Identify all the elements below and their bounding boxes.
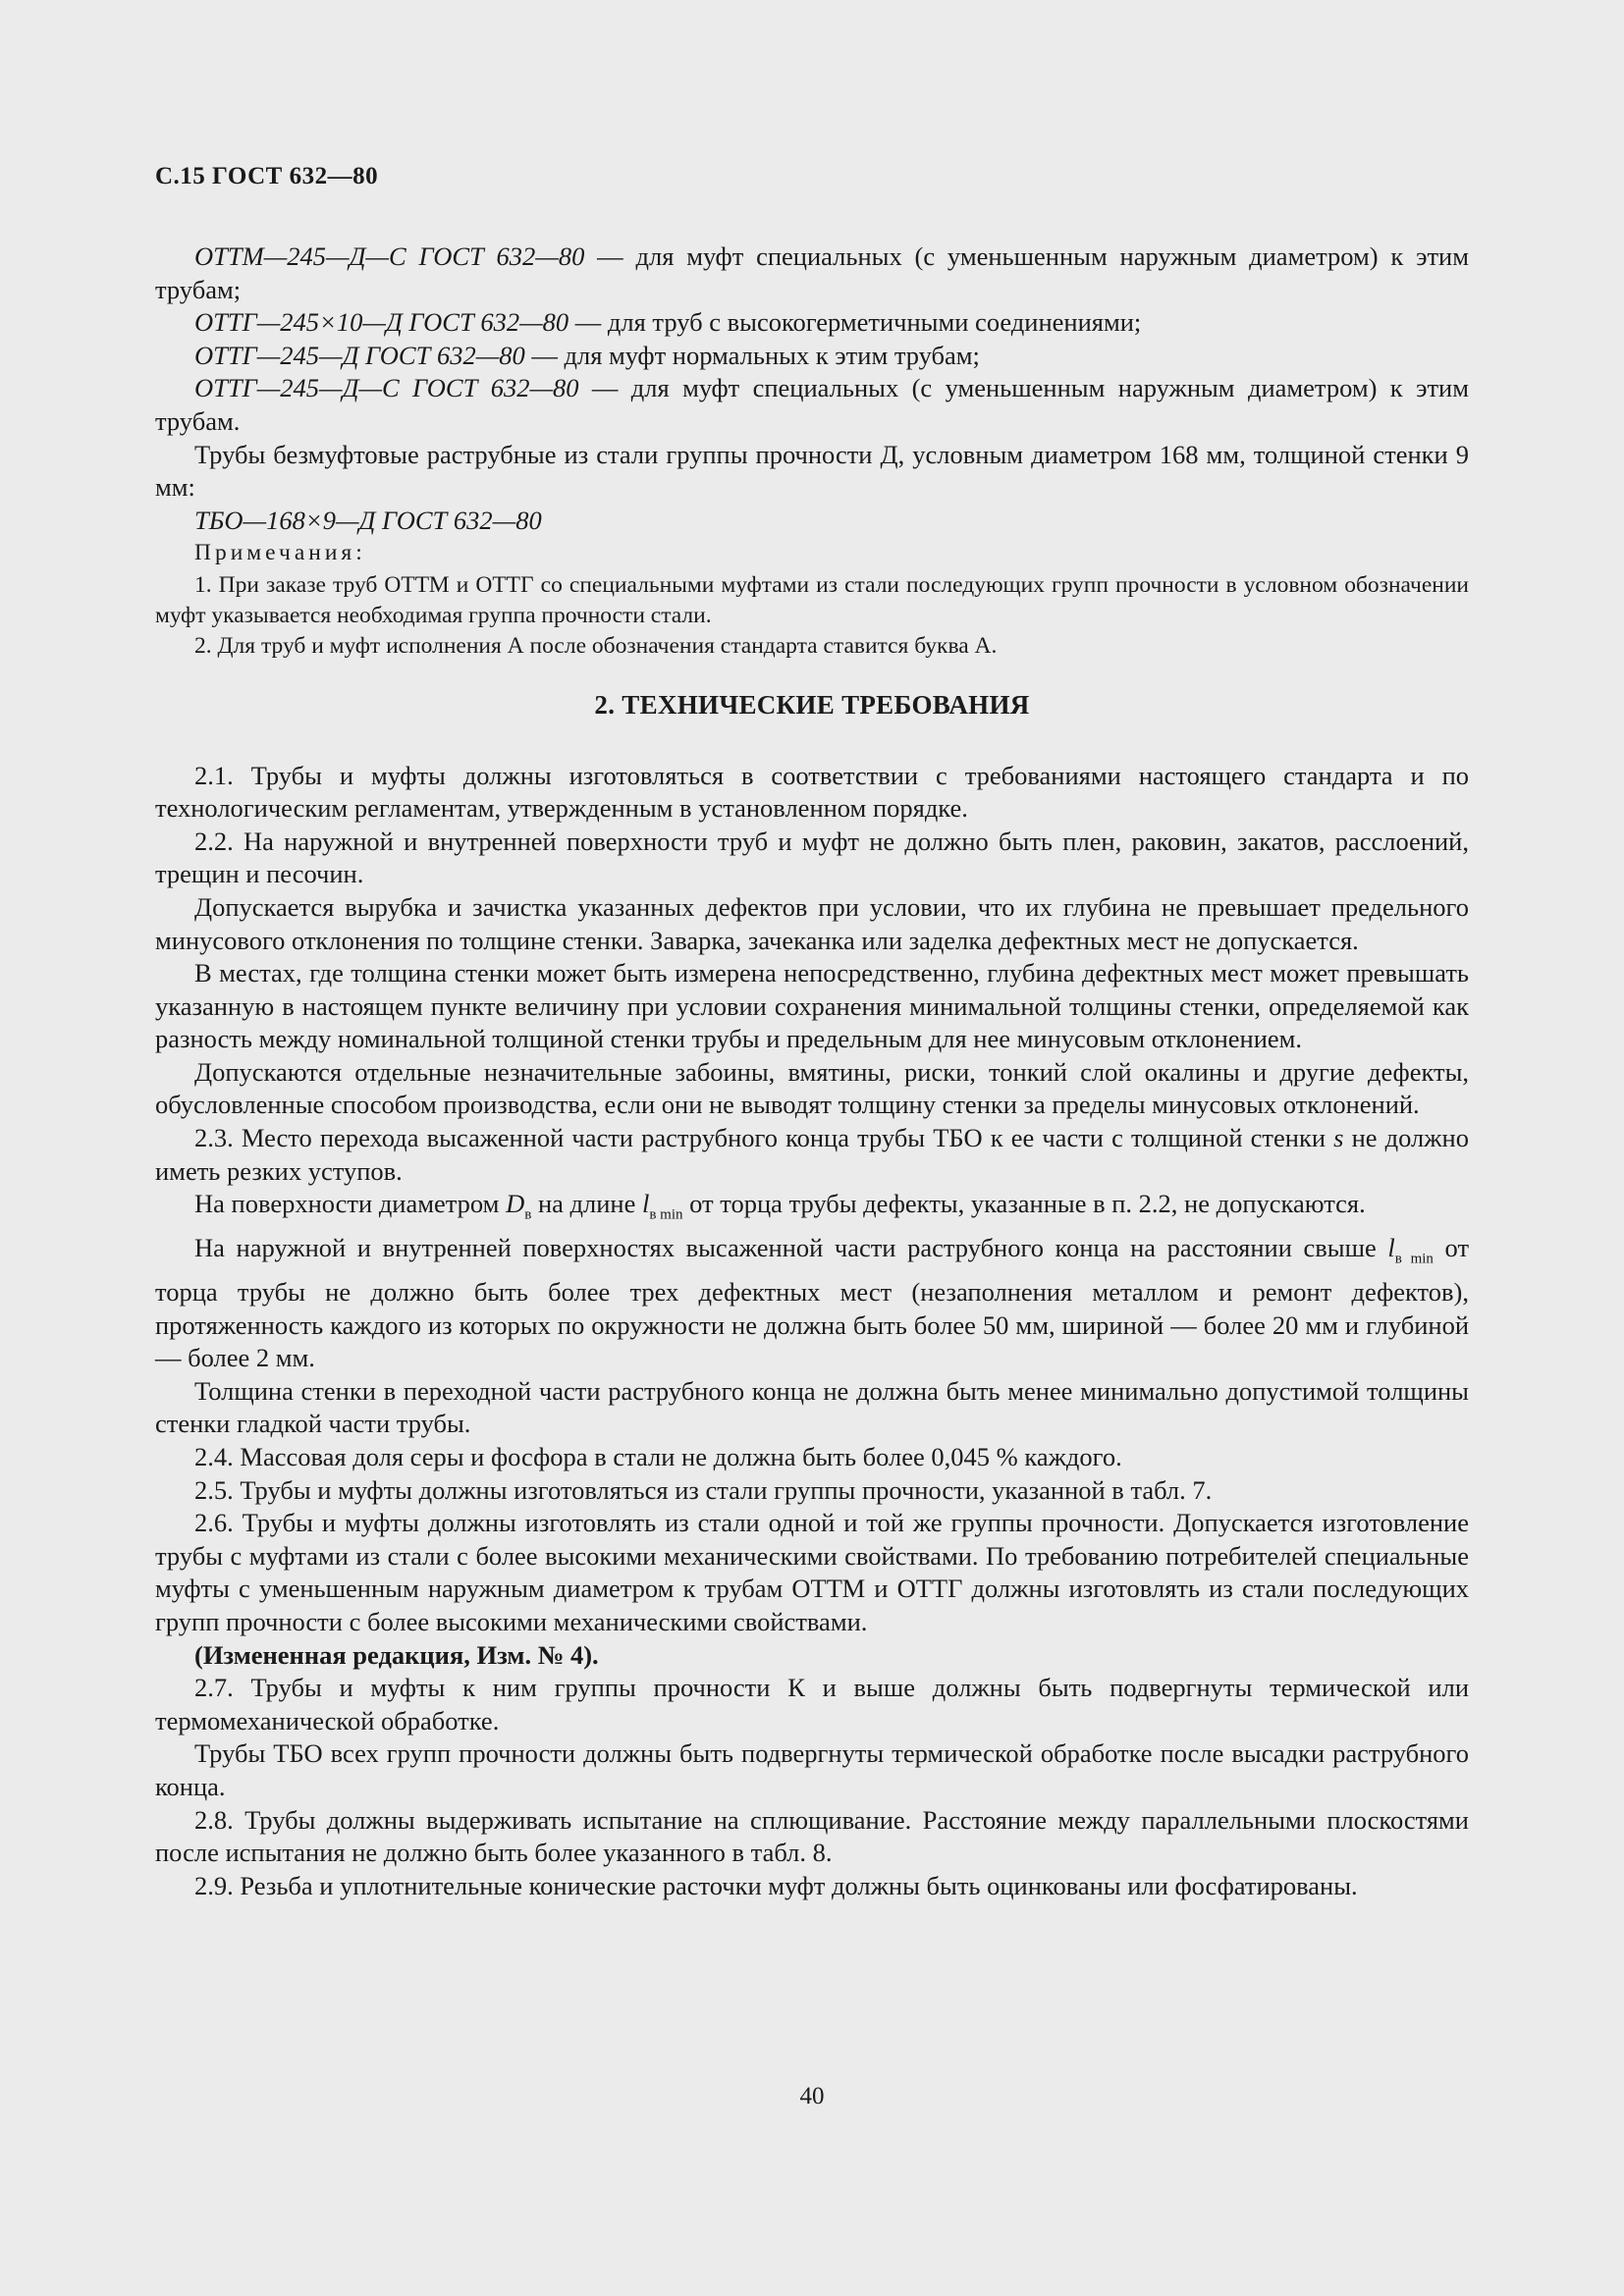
designation-code: ОТТГ—245—Д ГОСТ 632—80 [194, 340, 525, 370]
note-2: 2. Для труб и муфт исполнения А после обозначения стандарта ставится буква А. [194, 632, 998, 659]
symbol-s: s [1333, 1123, 1344, 1153]
document-body [155, 240, 1469, 1902]
subscript-v-min: в min [1394, 1251, 1434, 1267]
page-header: С.15 ГОСТ 632—80 [155, 163, 379, 189]
symbol-l: l [641, 1189, 650, 1219]
paragraph-wall-thickness: Толщина стенки в переходной части раструбного конца не должна быть менее минимально допустимой толщины стенки гладкой части трубы. [155, 1375, 1469, 1439]
paragraph-defects-cleanup: Допускается вырубка и зачистка указанных дефектов при условии, что их глубина не превышает предельного минусового отклонения по толщине стенки. Заварка, зачеканка или заделка дефектных мест не допускается. [155, 891, 1469, 955]
paragraph-2-4: 2.4. Массовая доля серы и фосфора в стали не должна быть более 0,045 % каждого. [194, 1442, 1122, 1471]
tbo-paragraph: Трубы безмуфтовые раструбные из стали группы прочности Д, условным диаметром 168 мм, толщиной стенки 9 мм: [155, 439, 1469, 503]
designation-2 [155, 306, 1469, 340]
designation-4 [155, 372, 1469, 438]
amendment-note: (Измененная редакция, Изм. № 4). [194, 1639, 599, 1670]
note-1: 1. При заказе труб ОТТМ и ОТТГ со специальными муфтами из стали последующих групп прочности в условном обозначении муфт указывается необходимая группа прочности стали. [155, 571, 1469, 628]
paragraph-upset-surfaces: На наружной и внутренней поверхностях высаженной части раструбного конца на расстоянии свыше $l_{в min}$ от торца трубы не должно быть более трех дефектных мест (незаполнения металлом и ремонт дефектов), протяженность каждого из которых по окружности не должна быть более 50 мм, шириной — более 20 мм и глубиной — более 2 мм. [155, 1233, 1470, 1373]
paragraph-2-7: 2.7. Трубы и муфты к ним группы прочности К и выше должны быть подвергнуты термической или термомеханической обработке. [155, 1673, 1469, 1735]
subscript-v: в [524, 1206, 532, 1223]
section-title: 2. ТЕХНИЧЕСКИЕ ТРЕБОВАНИЯ [594, 689, 1030, 720]
symbol-D: D [506, 1189, 525, 1219]
designation-text: — для муфт специальных (с уменьшенным наружным диаметром) к этим трубам; [155, 241, 1469, 304]
tbo-formula: ТБО—168×9—Д ГОСТ 632—80 [194, 505, 542, 535]
paragraph-2-8: 2.8. Трубы должны выдерживать испытание на сплющивание. Расстояние между параллельными плоскостями после испытания не должно быть более указанного в табл. 8. [155, 1804, 1469, 1868]
designation-text: — для труб с высокогерметичными соединениями; [568, 307, 1142, 338]
designation-code: ОТТГ—245—Д—С ГОСТ 632—80 [194, 373, 579, 403]
paragraph-2-6: 2.6. Трубы и муфты должны изготовлять из стали одной и той же группы прочности. Допускается изготовление трубы с муфтами из стали с более высокими механическими свойствами. По требованию потребителей специальные муфты с уменьшенным наружным диаметром к трубам ОТТМ и ОТТГ должны изготовлять из стали последующих групп прочности с более высокими механическими свойствами. [155, 1508, 1469, 1636]
paragraph-2-9: 2.9. Резьба и уплотнительные конические расточки муфт должны быть оцинкованы или фосфатированы. [194, 1870, 1358, 1900]
paragraph-2-1: 2.1. Трубы и муфты должны изготовляться в соответствии с требованиями настоящего стандарта и по технологическим регламентам, утвержденным в установленном порядке. [155, 760, 1469, 824]
paragraph-2-3: 2.3. Место перехода высаженной части раструбного конца трубы ТБО к ее части с толщиной стенки s не должно иметь резких уступов. [155, 1123, 1469, 1186]
designation-3 [155, 340, 1469, 373]
paragraph-tbo-heat: Трубы ТБО всех групп прочности должны быть подвергнуты термической обработке после высадки раструбного конца. [155, 1738, 1469, 1801]
designation-1 [155, 240, 1469, 306]
designation-text: — для муфт нормальных к этим трубам; [524, 340, 980, 370]
notes-heading: Примечания: [194, 540, 366, 566]
page-number: 40 [799, 2083, 825, 2109]
paragraph-defect-depth: В местах, где толщина стенки может быть измерена непосредственно, глубина дефектных мест может превышать указанную в настоящем пункте величину при условии сохранения минимальной толщины стенки, определяемой как разность между номинальной толщиной стенки трубы и предельным для нее минусовым отклонением. [155, 958, 1469, 1054]
symbol-l: l [1387, 1233, 1395, 1263]
subscript-v-min: в min [649, 1206, 683, 1223]
designation-text: — для муфт специальных (с уменьшенным наружным диаметром) к этим трубам. [155, 373, 1469, 436]
designation-code: ОТТМ—245—Д—С ГОСТ 632—80 [194, 241, 585, 271]
paragraph-minor-defects: Допускаются отдельные незначительные забоины, вмятины, риски, тонкий слой окалины и другие дефекты, обусловленные способом производства, если они не выводят толщину стенки за пределы минусовых отклонений. [155, 1056, 1469, 1120]
paragraph-diameter-dv: На поверхности диаметром $D_в$ на длине $l_{в min}$ от торца трубы дефекты, указанные в п. 2.2, не допускаются. [194, 1189, 1366, 1223]
designation-code: ОТТГ—245×10—Д ГОСТ 632—80 [194, 307, 569, 338]
paragraph-2-5: 2.5. Трубы и муфты должны изготовляться из стали группы прочности, указанной в табл. 7. [194, 1474, 1213, 1505]
paragraph-2-2: 2.2. На наружной и внутренней поверхности труб и муфт не должно быть плен, раковин, закатов, расслоений, трещин и песочин. [155, 826, 1469, 889]
